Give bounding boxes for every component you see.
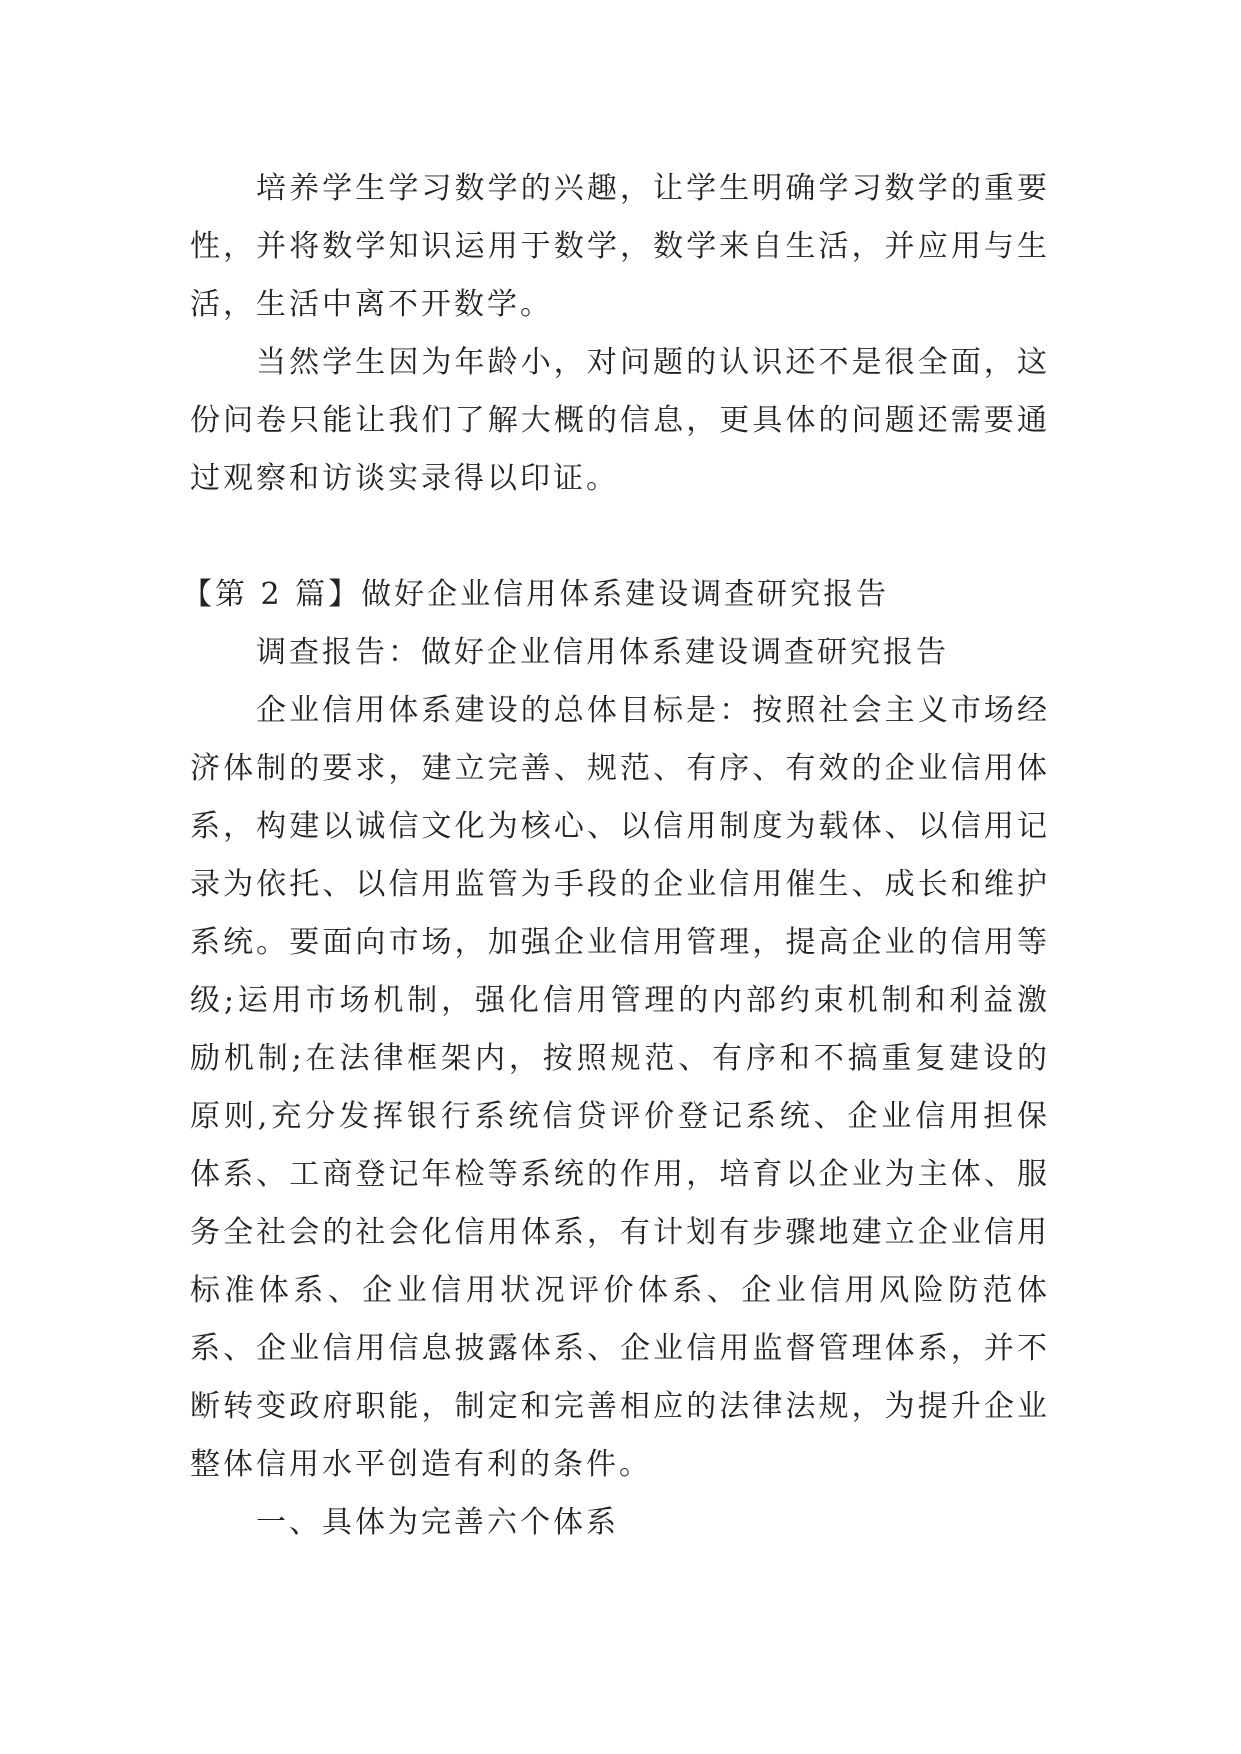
paragraph-math-interest: 培养学生学习数学的兴趣，让学生明确学习数学的重要性，并将数学知识运用于数学，数学来自生活，并应用与生活，生活中离不开数学。 bbox=[190, 171, 1050, 322]
section-spacer bbox=[190, 508, 1050, 566]
paragraph-survey-limitations: 当然学生因为年龄小，对问题的认识还不是很全面，这份问卷只能让我们了解大概的信息，更具体的问题还需要通过观察和访谈实录得以印证。 bbox=[190, 345, 1050, 496]
section-heading: 【第 2 篇】做好企业信用体系建设调查研究报告 bbox=[182, 577, 890, 612]
paragraph-six-systems: 一、具体为完善六个体系 bbox=[256, 1505, 619, 1540]
paragraph-overall-goal: 企业信用体系建设的总体目标是：按照社会主义市场经济体制的要求，建立完善、规范、有序、有效的企业信用体系，构建以诚信文化为核心、以信用制度为载体、以信用记录为依托、以信用监管为手段的企业信用催生、成长和维护系统。要面向市场，加强企业信用管理，提高企业的信用等级;运用市场机制，强化信用管理的内部约束机制和利益激励机制;在法律框架内，按照规范、有序和不搞重复建设的原则,充分发挥银行系统信贷评价登记系统、企业信用担保体系、工商登记年检等系统的作用，培育以企业为主体、服务全社会的社会化信用体系，有计划有步骤地建立企业信用标准体系、企业信用状况评价体系、企业信用风险防范体系、企业信用信息披露体系、企业信用监督管理体系，并不断转变政府职能，制定和完善相应的法律法规，为提升企业整体信用水平创造有利的条件。 bbox=[190, 693, 1050, 1482]
paragraph-report-subtitle: 调查报告：做好企业信用体系建设调查研究报告 bbox=[256, 635, 949, 670]
document-body bbox=[182, 160, 1050, 1552]
